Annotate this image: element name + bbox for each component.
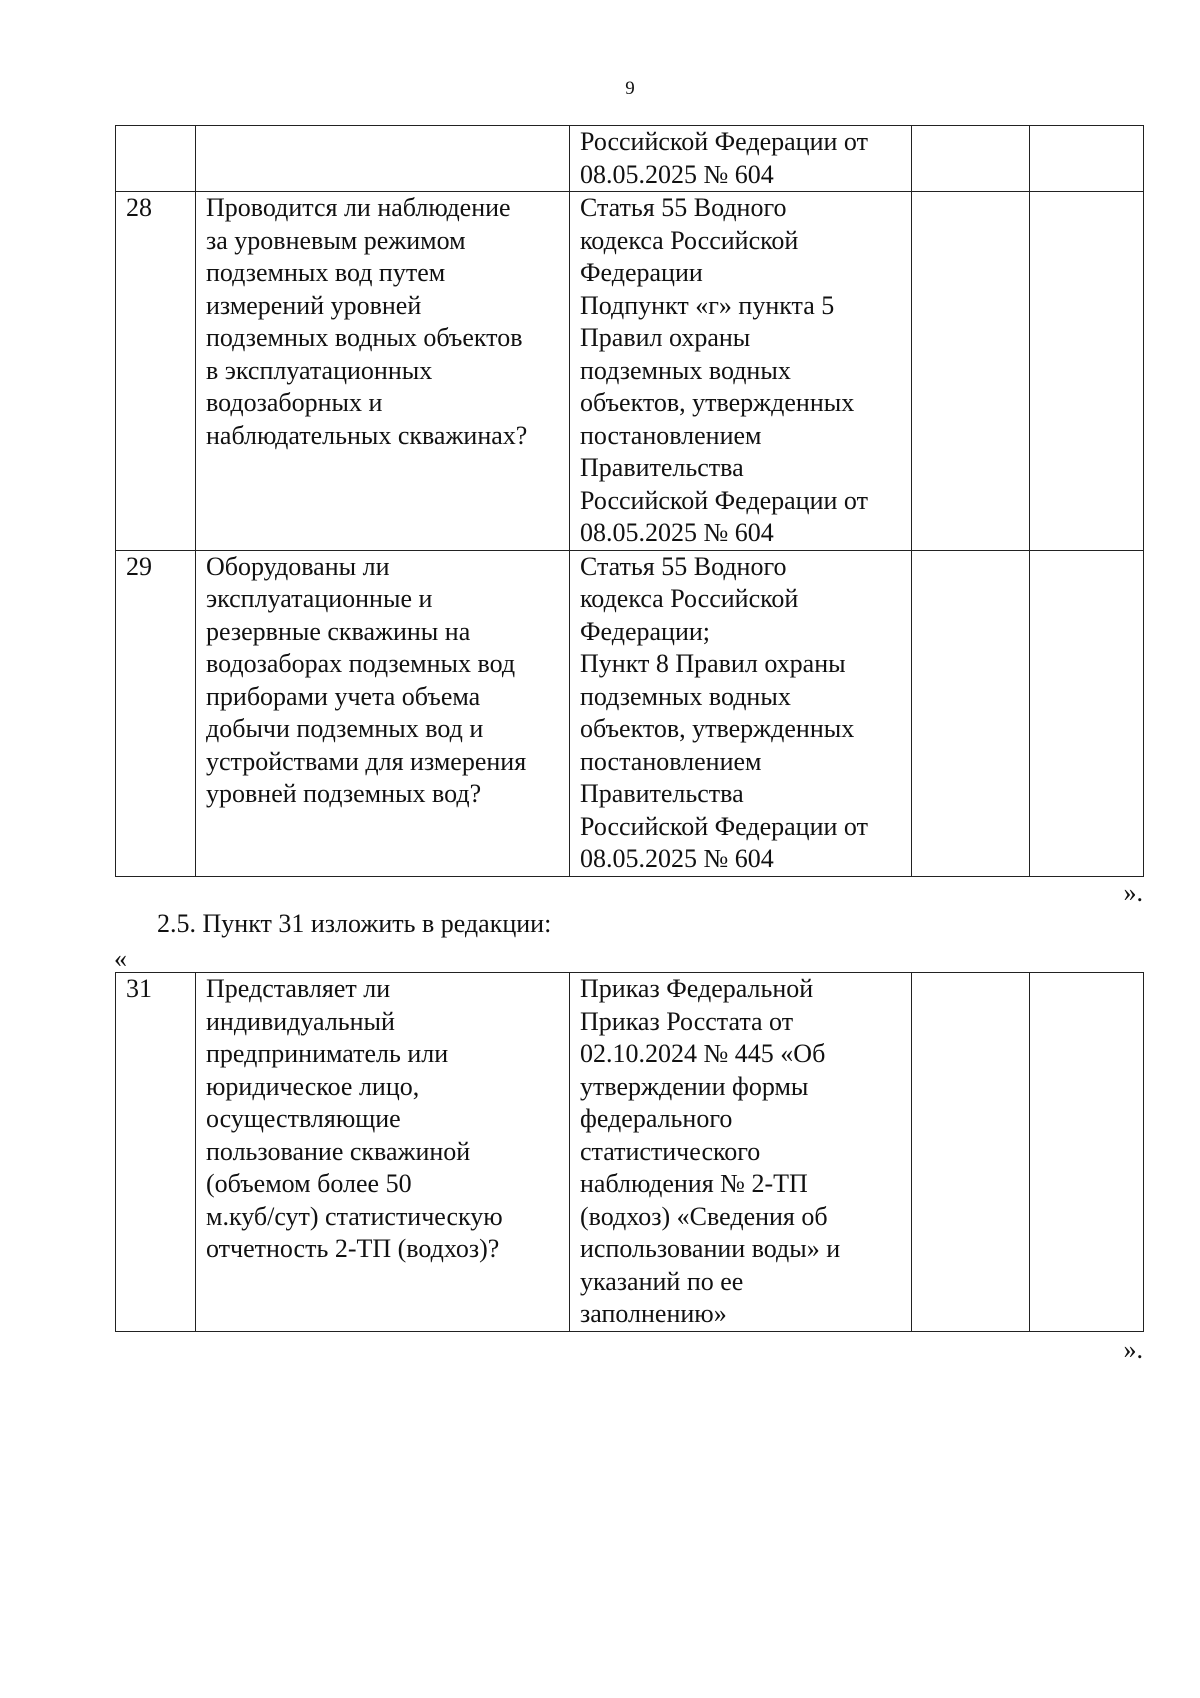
reference-line: Пункт 8 Правил охраны [580, 649, 846, 678]
question-line: наблюдательных скважинах? [206, 420, 528, 450]
reference-line: заполнению» [580, 1299, 727, 1328]
legal-reference-cell [570, 550, 912, 876]
reference-line: Правил охраны [580, 323, 751, 352]
row-number-cell: 31 [116, 973, 196, 1332]
row-number-cell [116, 126, 196, 192]
reference-line: Федерации; [580, 616, 711, 646]
row-number-cell: 28 [116, 192, 196, 551]
question-cell [196, 192, 570, 551]
reference-line: указаний по ее [580, 1266, 744, 1296]
amendment-paragraph: 2.5. Пункт 31 изложить в редакции: [157, 909, 552, 938]
empty-answer-cell [912, 550, 1030, 876]
empty-answer-cell [912, 126, 1030, 192]
reference-line: 08.05.2025 № 604 [580, 159, 774, 189]
question-line: отчетность 2-ТП (водхоз)? [206, 1234, 500, 1263]
reference-line: Российской Федерации от [580, 485, 868, 515]
reference-line: постановлением [580, 746, 762, 776]
page-number: 9 [625, 78, 635, 99]
question-line: в эксплуатационных [206, 355, 433, 385]
reference-line: кодекса Российской [580, 225, 799, 255]
question-line: измерений уровней [206, 290, 422, 320]
empty-answer-cell [1030, 550, 1144, 876]
question-line: Оборудованы ли [206, 551, 390, 581]
question-line: индивидуальный [206, 1006, 395, 1036]
question-line: Представляет ли [206, 974, 391, 1003]
question-line: устройствами для измерения [206, 746, 527, 776]
reference-line: кодекса Российской [580, 584, 799, 613]
closing-quote: ». [1123, 878, 1143, 907]
question-cell [196, 550, 570, 876]
reference-line: Правительства [580, 453, 744, 482]
reference-line: Российской Федерации от [580, 127, 868, 156]
legal-reference-cell [570, 973, 912, 1332]
reference-line: утверждении формы [580, 1071, 809, 1101]
question-line: осуществляющие [206, 1104, 401, 1133]
reference-line: Федерации [580, 258, 703, 287]
table-row [116, 973, 1144, 1332]
reference-line: федерального [580, 1104, 733, 1133]
empty-answer-cell [1030, 973, 1144, 1332]
question-line: подземных вод путем [206, 258, 446, 287]
reference-line: использовании воды» и [580, 1234, 841, 1263]
question-line: подземных водных объектов [206, 323, 523, 352]
legal-reference-cell [570, 126, 912, 192]
question-line: Проводится ли наблюдение [206, 193, 511, 222]
question-line: (объемом более 50 [206, 1169, 412, 1198]
question-line: эксплуатационные и [206, 584, 433, 613]
reference-line: Приказ Росстата от [580, 1006, 794, 1036]
question-line: пользование скважиной [206, 1136, 471, 1166]
table-row [116, 550, 1144, 876]
question-cell [196, 126, 570, 192]
reference-line: постановлением [580, 420, 762, 450]
closing-quote: ». [1123, 1335, 1143, 1364]
legal-reference-cell [570, 192, 912, 551]
reference-line: 02.10.2024 № 445 «Об [580, 1039, 826, 1068]
reference-line: (водхоз) «Сведения об [580, 1201, 828, 1231]
checklist-table-continued [115, 125, 1144, 877]
reference-line: объектов, утвержденных [580, 388, 855, 417]
question-line: за уровневым режимом [206, 225, 466, 255]
reference-line: 08.05.2025 № 604 [580, 844, 774, 873]
question-line: предприниматель или [206, 1039, 449, 1068]
empty-answer-cell [912, 192, 1030, 551]
question-line: уровней подземных вод? [206, 779, 482, 808]
question-line: добычи подземных вод и [206, 714, 484, 743]
reference-line: подземных водных [580, 355, 791, 385]
checklist-table-item-31 [115, 972, 1144, 1332]
question-line: водозаборных и [206, 388, 383, 417]
opening-quote: « [114, 944, 127, 973]
question-line: водозаборах подземных вод [206, 649, 516, 678]
empty-answer-cell [912, 973, 1030, 1332]
table-row [116, 192, 1144, 551]
reference-line: Статья 55 Водного [580, 193, 787, 222]
empty-answer-cell [1030, 192, 1144, 551]
question-cell [196, 973, 570, 1332]
question-line: юридическое лицо, [206, 1071, 420, 1101]
reference-line: подземных водных [580, 681, 791, 711]
question-line: приборами учета объема [206, 681, 481, 711]
reference-line: Статья 55 Водного [580, 551, 787, 581]
table-row [116, 126, 1144, 192]
reference-line: наблюдения № 2-ТП [580, 1169, 808, 1198]
reference-line: Приказ Федеральной [580, 974, 814, 1003]
reference-line: статистического [580, 1136, 761, 1166]
reference-line: Российской Федерации от [580, 811, 868, 841]
reference-line: Подпункт «г» пункта 5 [580, 290, 835, 320]
reference-line: объектов, утвержденных [580, 714, 855, 743]
reference-line: 08.05.2025 № 604 [580, 518, 774, 547]
reference-line: Правительства [580, 779, 744, 808]
empty-answer-cell [1030, 126, 1144, 192]
row-number-cell: 29 [116, 550, 196, 876]
question-line: резервные скважины на [206, 616, 471, 646]
question-line: м.куб/сут) статистическую [206, 1201, 503, 1231]
